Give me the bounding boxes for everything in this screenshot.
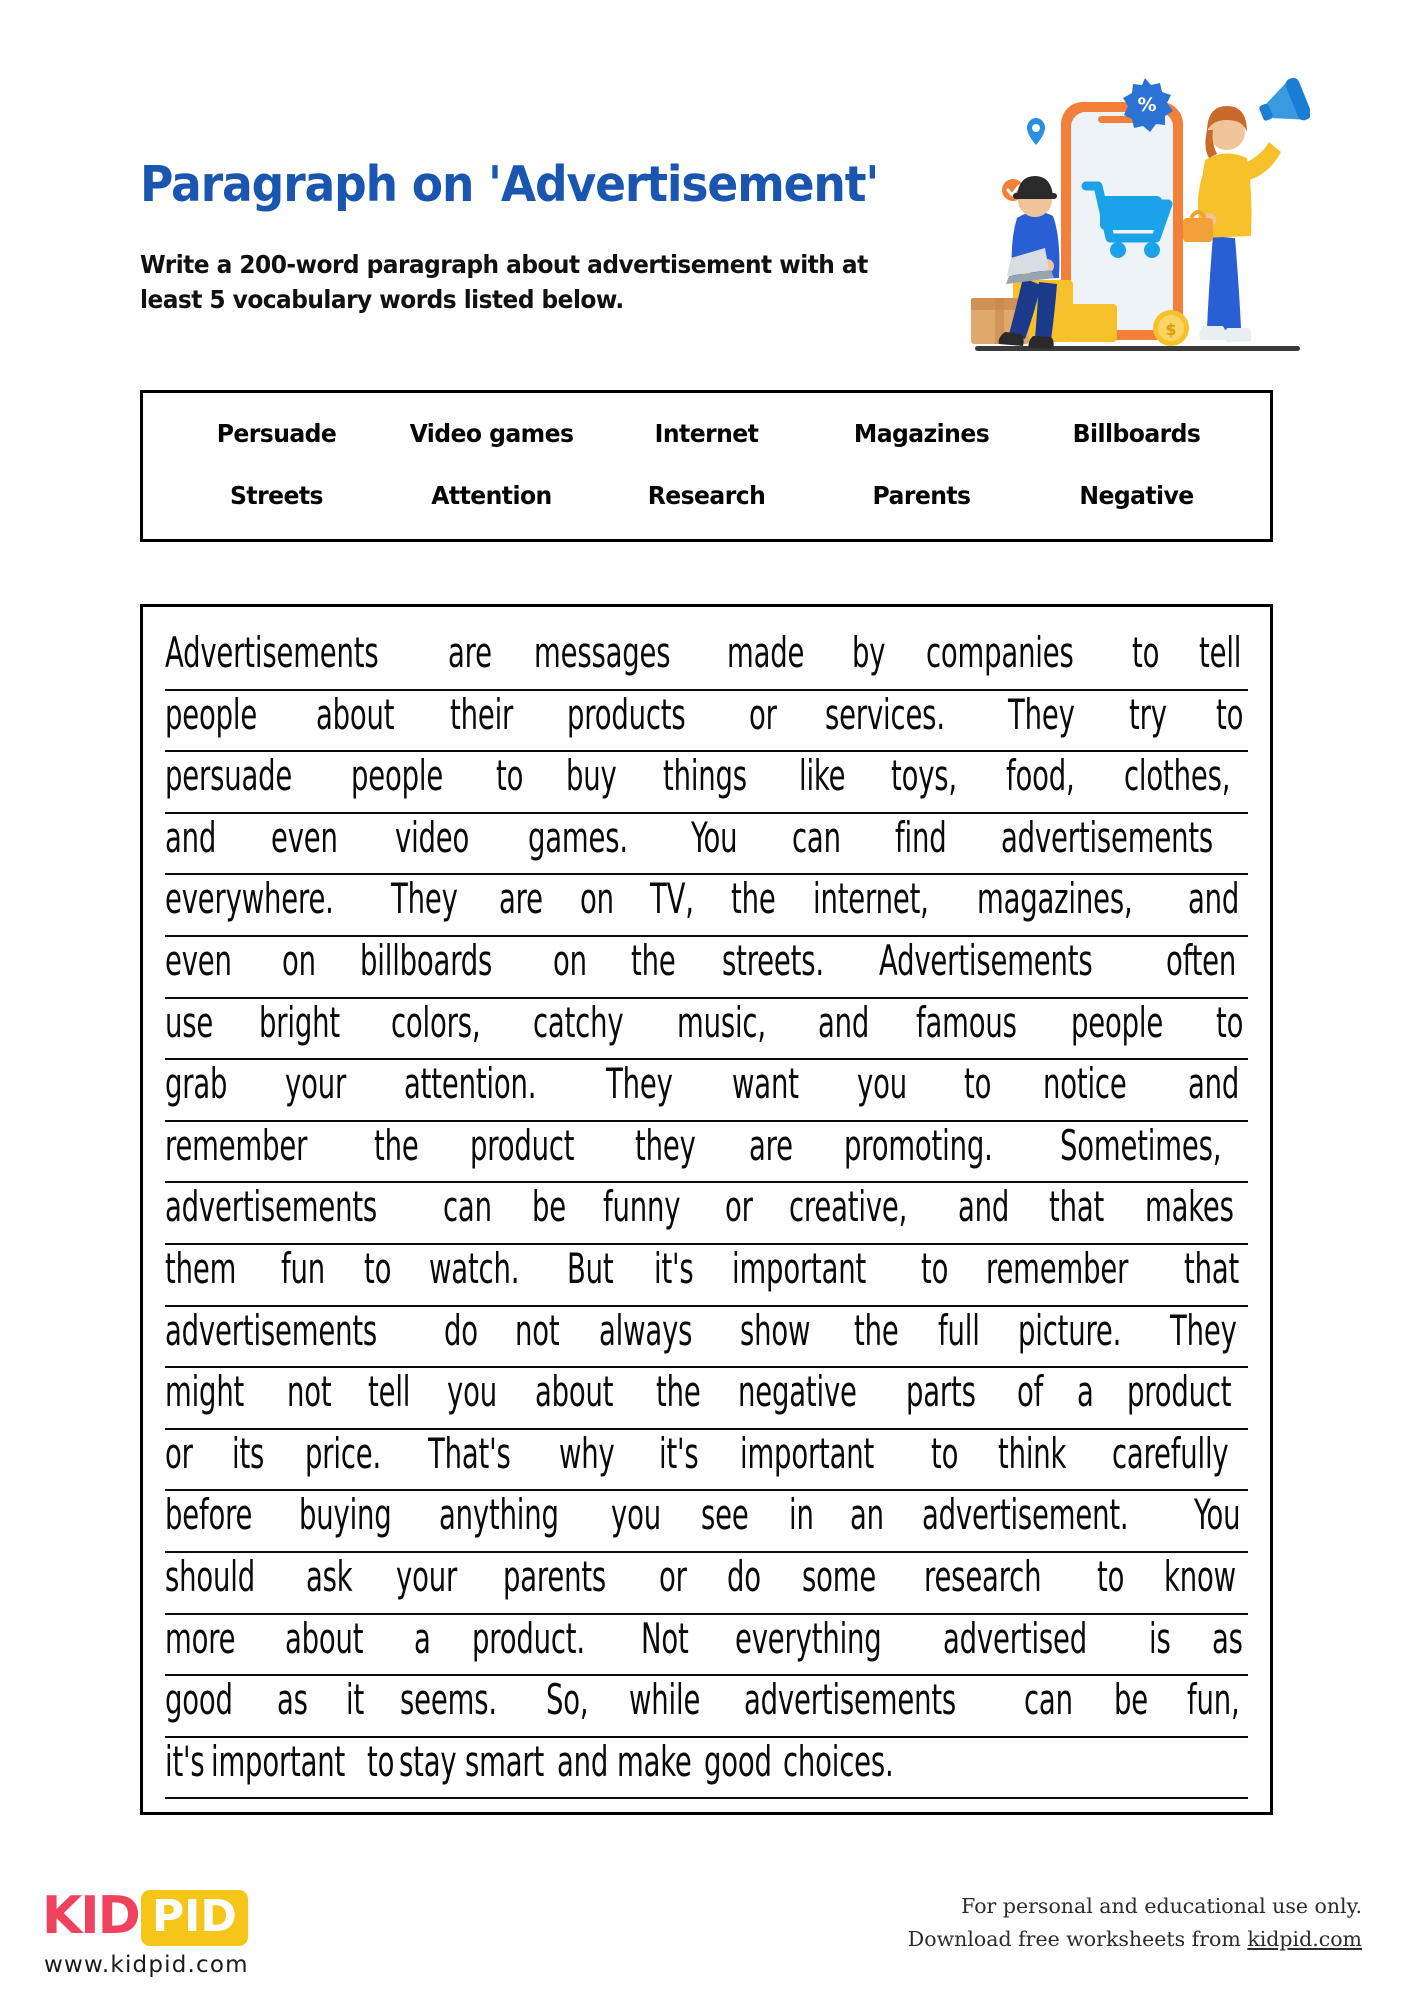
paragraph-word: They (606, 1060, 673, 1109)
paragraph-word: famous (915, 998, 1017, 1047)
paragraph-word: advertisements (165, 1306, 378, 1355)
paragraph-word: games. (528, 813, 629, 863)
worksheet-instructions: Write a 200-word paragraph about advertisement with at least 5 vocabulary words listed below. (140, 250, 868, 314)
paragraph-word: streets. (721, 936, 824, 986)
page-title: Paragraph on 'Advertisement' (140, 156, 879, 213)
vocab-word: Streets (230, 480, 323, 510)
paragraph-word: Not (641, 1614, 689, 1663)
paragraph-word: be (531, 1183, 566, 1232)
paragraph-word: can (443, 1183, 493, 1232)
paragraph-line (165, 1553, 1248, 1615)
paragraph-word: about (315, 690, 395, 739)
paragraph-word: You (690, 813, 738, 863)
paragraph-word: They (1007, 690, 1075, 739)
paragraph-line (165, 1615, 1248, 1677)
paragraph-word: see (700, 1491, 749, 1540)
paragraph-word: to (367, 1737, 395, 1787)
kidpid-logo (42, 1888, 248, 1944)
paragraph-word: an (849, 1491, 884, 1540)
paragraph-word: be (1114, 1676, 1149, 1725)
paragraph-word: do (443, 1306, 478, 1355)
paragraph-word: even (271, 813, 338, 863)
paragraph-word: stay (398, 1737, 457, 1787)
vocabulary-row (169, 464, 1244, 526)
vocabulary-row (169, 402, 1244, 464)
paragraph-word: can (791, 813, 841, 863)
paragraph-word: or (658, 1552, 687, 1602)
paragraph-line (165, 1183, 1248, 1245)
paragraph-word: about (535, 1368, 614, 1417)
paragraph-word: the (630, 936, 676, 986)
paragraph-word: or (748, 690, 777, 739)
paragraph-word: and (818, 998, 870, 1047)
paragraph-line (165, 814, 1248, 876)
paragraph-line (165, 1676, 1248, 1738)
paragraph-word: that (1183, 1244, 1239, 1294)
paragraph-word: So, (546, 1676, 589, 1725)
paragraph-word: find (894, 813, 947, 863)
page-footer (0, 1860, 1414, 2000)
vocab-word: Internet (654, 418, 759, 448)
footer-notice-line-1: For personal and educational use only. (961, 1894, 1362, 1918)
paragraph-word: they (634, 1121, 696, 1171)
paragraph-word: to (496, 752, 524, 801)
paragraph-word: But (566, 1244, 614, 1294)
paragraph-word: smart (465, 1737, 545, 1787)
paragraph-word: to (963, 1060, 991, 1109)
paragraph-word: people (1071, 998, 1164, 1047)
paragraph-word: magazines, (977, 875, 1133, 924)
paragraph-word: important (211, 1737, 346, 1787)
paragraph-word: clothes, (1124, 752, 1231, 801)
paragraph-word: things (663, 752, 748, 801)
paragraph-word: toys, (891, 752, 958, 801)
paragraph-word: price. (304, 1429, 381, 1479)
paragraph-word: They (1170, 1306, 1238, 1355)
paragraph-word: and (557, 1737, 609, 1787)
vocab-word: Persuade (216, 418, 337, 448)
paragraph-word: is (1148, 1614, 1171, 1663)
paragraph-word: and (957, 1183, 1009, 1232)
paragraph-word: that (1049, 1183, 1105, 1232)
paragraph-word: your (285, 1060, 347, 1109)
paragraph-word: always (599, 1306, 693, 1355)
paragraph-line (165, 1368, 1248, 1430)
paragraph-word: you (447, 1368, 498, 1417)
paragraph-word: bright (259, 998, 341, 1047)
worksheet-header (0, 0, 1414, 390)
paragraph-word: advertisements (744, 1676, 957, 1725)
paragraph-word: on (580, 875, 615, 924)
paragraph-word: them (165, 1244, 237, 1294)
paragraph-word: its (232, 1429, 265, 1479)
paragraph-word: research (924, 1552, 1042, 1602)
paragraph-word: promoting. (843, 1121, 993, 1171)
paragraph-line (165, 752, 1248, 814)
paragraph-word: might (165, 1368, 245, 1417)
paragraph-word: more (165, 1614, 236, 1663)
paragraph-word: to (364, 1244, 392, 1294)
paragraph-word: advertisements (165, 1183, 378, 1232)
paragraph-word: advertisements (1001, 813, 1214, 863)
paragraph-word: to (931, 1429, 959, 1479)
paragraph-word: try (1128, 690, 1167, 739)
paragraph-word: full (937, 1306, 980, 1355)
paragraph-word: tell (368, 1368, 411, 1417)
paragraph-word: colors, (391, 998, 481, 1047)
paragraph-word: while (628, 1676, 700, 1725)
svg-text:%: % (1137, 94, 1157, 116)
paragraph-word: and (165, 813, 217, 863)
paragraph-word: important (740, 1429, 875, 1479)
paragraph-word: you (610, 1491, 661, 1540)
paragraph-line (165, 1430, 1248, 1492)
paragraph-word: good (165, 1676, 233, 1725)
paragraph-word: as (1212, 1614, 1243, 1663)
paragraph-word: it's (659, 1429, 699, 1479)
paragraph-word: billboards (359, 936, 493, 986)
paragraph-word: should (165, 1552, 255, 1602)
paragraph-word: services. (824, 690, 945, 739)
paragraph-word: and (1188, 875, 1240, 924)
paragraph-word: it (346, 1676, 365, 1725)
vocab-word: Magazines (853, 418, 990, 448)
paragraph-word: important (732, 1244, 867, 1294)
paragraph-word: choices. (782, 1737, 894, 1787)
paragraph-word: on (281, 936, 316, 986)
paragraph-word: often (1166, 936, 1237, 986)
paragraph-word: buy (566, 752, 617, 801)
paragraph-word: persuade (165, 752, 293, 801)
paragraph-word: of (1017, 1368, 1044, 1417)
paragraph-word: a (414, 1614, 431, 1663)
paragraph-word: do (726, 1552, 761, 1602)
paragraph-word: seems. (400, 1676, 498, 1725)
paragraph-word: advertisement. (921, 1491, 1129, 1540)
vocab-word: Billboards (1072, 418, 1201, 448)
paragraph-word: good (703, 1737, 772, 1787)
paragraph-word: are (448, 629, 492, 678)
paragraph-line (165, 937, 1248, 999)
paragraph-word: parts (906, 1368, 976, 1417)
paragraph-word: Advertisements (879, 936, 1093, 986)
vocabulary-word-bank (140, 390, 1273, 542)
paragraph-word: are (749, 1121, 793, 1171)
paragraph-word: can (1024, 1676, 1074, 1725)
paragraph-word: it's (165, 1737, 205, 1787)
paragraph-word: product (469, 1121, 575, 1171)
paragraph-word: made (727, 629, 805, 678)
paragraph-word: That's (428, 1429, 511, 1479)
paragraph-word: watch. (428, 1244, 520, 1294)
paragraph-word: to (921, 1244, 949, 1294)
paragraph-word: think (998, 1429, 1067, 1479)
paragraph-word: a (1077, 1368, 1094, 1417)
paragraph-word: people (165, 690, 258, 739)
vocab-word: Video games (409, 418, 574, 448)
paragraph-word: make (616, 1737, 692, 1787)
paragraph-word: Sometimes, (1060, 1121, 1222, 1171)
paragraph-word: funny (603, 1183, 681, 1232)
paragraph-word: before (165, 1491, 253, 1540)
paragraph-answer-box[interactable] (140, 604, 1273, 1815)
paragraph-word: parents (502, 1552, 606, 1602)
paragraph-word: video (395, 813, 470, 863)
paragraph-word: You (1193, 1491, 1241, 1540)
paragraph-line (165, 691, 1248, 753)
paragraph-word: music, (676, 998, 766, 1047)
vocab-word: Parents (872, 480, 971, 510)
paragraph-word: in (788, 1491, 814, 1540)
paragraph-word: want (731, 1060, 799, 1109)
paragraph-line (165, 875, 1248, 937)
paragraph-line (165, 1122, 1248, 1184)
vocab-word: Attention (431, 480, 552, 510)
paragraph-word: internet, (812, 875, 929, 924)
paragraph-word: picture. (1018, 1306, 1122, 1355)
paragraph-word: people (351, 752, 444, 801)
paragraph-word: or (165, 1429, 193, 1479)
paragraph-line (165, 999, 1248, 1061)
logo-kid-text: KID (42, 1886, 139, 1946)
paragraph-word: use (165, 998, 214, 1047)
paragraph-word: remember (985, 1244, 1128, 1294)
paragraph-word: to (1216, 998, 1244, 1047)
paragraph-word: not (515, 1306, 560, 1355)
paragraph-word: notice (1043, 1060, 1127, 1109)
footer-notice-prefix: Download free worksheets from (907, 1927, 1248, 1952)
paragraph-word: They (391, 875, 458, 924)
paragraph-word: ask (305, 1552, 353, 1602)
paragraph-word: like (799, 752, 846, 801)
header-illustration (965, 60, 1310, 380)
paragraph-word: the (374, 1121, 419, 1171)
paragraph-word: negative (738, 1368, 857, 1417)
paragraph-word: makes (1144, 1183, 1234, 1232)
paragraph-word: catchy (533, 998, 624, 1047)
paragraph-word: Advertisements (165, 629, 379, 678)
paragraph-word: even (165, 936, 232, 986)
paragraph-word: the (656, 1368, 701, 1417)
paragraph-word: products (567, 690, 686, 739)
paragraph-word: product (1126, 1368, 1231, 1417)
paragraph-word: to (1216, 690, 1244, 739)
paragraph-word: know (1164, 1552, 1237, 1602)
paragraph-word: about (285, 1614, 364, 1663)
paragraph-line (165, 1738, 1248, 1800)
paragraph-word: some (802, 1552, 877, 1602)
footer-website-url: www.kidpid.com (44, 1952, 249, 1978)
paragraph-line (165, 1060, 1248, 1122)
footer-usage-notice (908, 1890, 1362, 1956)
paragraph-word: buying (298, 1491, 392, 1540)
kidpid-link[interactable]: kidpid.com (1247, 1927, 1362, 1952)
paragraph-word: everything (734, 1614, 882, 1663)
footer-notice-line-2 (908, 1923, 1362, 1956)
paragraph-line (165, 1307, 1248, 1369)
paragraph-word: messages (533, 629, 671, 678)
paragraph-word: attention. (404, 1060, 537, 1109)
paragraph-word: your (395, 1552, 457, 1602)
paragraph-word: the (730, 875, 776, 924)
vocab-word: Negative (1079, 480, 1194, 510)
paragraph-word: and (1188, 1060, 1240, 1109)
paragraph-word: product. (471, 1614, 585, 1663)
paragraph-word: TV, (649, 875, 694, 924)
paragraph-word: tell (1198, 629, 1242, 678)
paragraph-word: you (857, 1060, 908, 1109)
logo-pid-text: PID (141, 1890, 248, 1946)
paragraph-word: it's (653, 1244, 694, 1294)
paragraph-word: the (853, 1306, 899, 1355)
paragraph-word: are (499, 875, 543, 924)
paragraph-word: fun, (1186, 1676, 1240, 1725)
paragraph-word: creative, (788, 1183, 907, 1232)
paragraph-word: to (1096, 1552, 1124, 1602)
paragraph-word: by (852, 629, 886, 678)
paragraph-word: carefully (1112, 1429, 1229, 1479)
paragraph-word: fun (280, 1244, 325, 1294)
paragraph-word: companies (925, 629, 1074, 678)
paragraph-word: show (739, 1306, 811, 1355)
vocab-word: Research (647, 480, 766, 510)
paragraph-word: on (552, 936, 587, 986)
paragraph-word: or (724, 1183, 753, 1232)
paragraph-word: not (286, 1368, 332, 1417)
paragraph-word: to (1132, 629, 1160, 678)
paragraph-word: remember (165, 1121, 308, 1171)
paragraph-line (165, 629, 1248, 691)
paragraph-line (165, 1245, 1248, 1307)
paragraph-word: as (277, 1676, 308, 1725)
paragraph-line (165, 1491, 1248, 1553)
paragraph-word: anything (438, 1491, 559, 1540)
svg-text:$: $ (1165, 320, 1177, 339)
paragraph-word: their (450, 690, 514, 739)
paragraph-word: grab (165, 1060, 228, 1109)
paragraph-word: food, (1006, 752, 1075, 801)
paragraph-word: advertised (943, 1614, 1088, 1663)
paragraph-word: why (559, 1429, 616, 1479)
paragraph-word: everywhere. (165, 875, 334, 924)
